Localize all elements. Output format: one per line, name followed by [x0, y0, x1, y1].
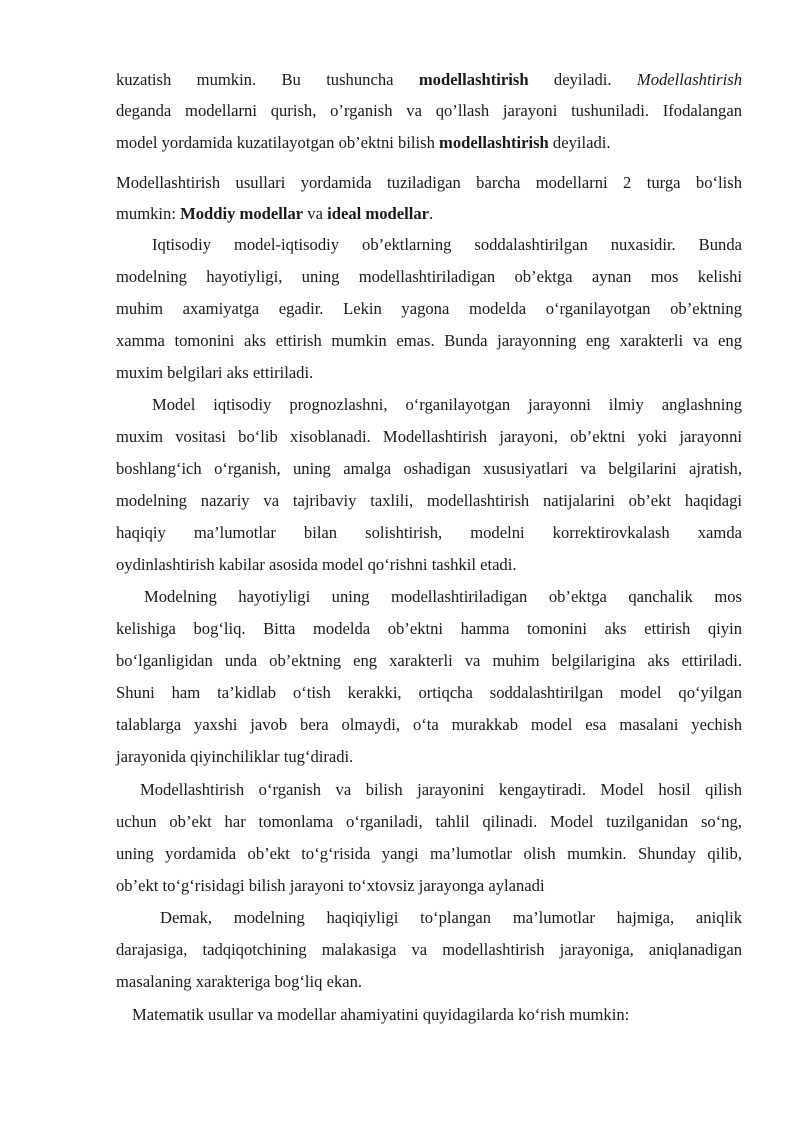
text-run: talablarga yaxshi javob bera olmaydi, o‘ta murakkab model esa masalani yechish — [116, 715, 742, 734]
text-line — [116, 619, 742, 639]
text-run: . — [428, 204, 434, 223]
text-run: model yordamida kuzatilayotgan ob’ektni bilish — [116, 133, 440, 152]
text-run: bo‘lganligidan unda ob’ektning eng xarakterli va muhim belgilarigina aks ettiriladi. — [116, 651, 742, 670]
text-run: muxim vositasi bo‘lib xisoblanadi. Modellashtirish jarayoni, ob’ektni yoki jarayonni — [116, 427, 742, 446]
text-run: boshlang‘ich o‘rganish, uning amalga oshadigan xususiyatlari va belgilarini ajratish, — [116, 459, 742, 478]
text-run: Modelning hayotiyligi uning modellashtiriladigan ob’ektga qanchalik mos — [144, 587, 742, 606]
text-line — [116, 331, 742, 351]
text-run: Modellashtirish o‘rganish va bilish jarayonini kengaytiradi. Model hosil qilish — [140, 780, 742, 799]
text-run: Iqtisodiy model-iqtisodiy ob’ektlarning soddalashtirilgan nuxasidir. Bunda — [152, 235, 742, 254]
text-run: deyiladi. — [548, 133, 611, 152]
text-run: ob’ekt to‘g‘risidagi bilish jarayoni to‘xtovsiz jarayonga aylanadi — [116, 876, 545, 895]
text-line — [116, 972, 742, 992]
text-run: kuzatish mumkin. Bu tushuncha — [116, 70, 419, 89]
text-line — [116, 876, 742, 896]
text-line — [116, 70, 742, 90]
text-line — [116, 844, 742, 864]
italic-term: Modellashtirish — [636, 70, 742, 89]
text-line — [140, 780, 742, 800]
text-line — [160, 908, 742, 928]
text-line — [116, 427, 742, 447]
text-run: uchun ob’ekt har tomonlama o‘rganiladi, tahlil qilinadi. Model tuzilganidan so‘ng, — [116, 812, 742, 831]
text-run: modelning nazariy va tajribaviy taxlili, modellashtirish natijalarini ob’ekt haqidagi — [116, 491, 742, 510]
text-run: kelishiga bog‘liq. Bitta modelda ob’ektni hamma tomonini aks ettirish qiyin — [116, 619, 742, 638]
text-run: haqiqiy ma’lumotlar bilan solishtirish, modelni korrektirovkalash xamda — [116, 523, 742, 542]
text-run: darajasiga, tadqiqotchining malakasiga va modellashtirish jarayoniga, aniqlanadigan — [116, 940, 742, 959]
text-line — [116, 491, 742, 511]
text-line — [116, 363, 742, 383]
text-run: va — [303, 204, 328, 223]
text-run: muhim axamiyatga egadir. Lekin yagona modelda o‘rganilayotgan ob’ektning — [116, 299, 742, 318]
text-line — [116, 555, 742, 575]
bold-term: modellashtirish — [418, 70, 529, 89]
text-run: mumkin: — [116, 204, 181, 223]
text-run: jarayonida qiyinchiliklar tug‘diradi. — [116, 747, 354, 766]
text-line — [116, 459, 742, 479]
text-run: Modellashtirish usullari yordamida tuziladigan barcha modellarni 2 turga bo‘lish — [116, 173, 742, 192]
bold-term: ideal modellar — [327, 204, 429, 223]
text-run: Demak, modelning haqiqiyligi to‘plangan ma’lumotlar hajmiga, aniqlik — [160, 908, 742, 927]
text-line — [116, 101, 742, 121]
text-run: Shuni ham ta’kidlab o‘tish kerakki, ortiqcha soddalashtirilgan model qo‘yilgan — [116, 683, 742, 702]
text-run: muxim belgilari aks ettiriladi. — [116, 363, 314, 382]
text-line — [152, 235, 742, 255]
bold-term: modellashtirish — [439, 133, 549, 152]
text-run: modelning hayotiyligi, uning modellashtiriladigan ob’ektga aynan mos kelishi — [116, 267, 742, 286]
text-run: oydinlashtirish kabilar asosida model qo‘rishni tashkil etadi. — [116, 555, 517, 574]
text-line — [116, 267, 742, 287]
text-line — [116, 523, 742, 543]
text-run: xamma tomonini aks ettirish mumkin emas. Bunda jarayonning eng xarakterli va eng — [116, 331, 742, 350]
text-line — [116, 747, 742, 767]
text-line — [144, 587, 742, 607]
text-run: Matematik usullar va modellar ahamiyatini quyidagilarda ko‘rish mumkin: — [132, 1005, 630, 1024]
text-run: deyiladi. — [528, 70, 637, 89]
text-run: masalaning xarakteriga bog‘liq ekan. — [116, 972, 363, 991]
text-line — [116, 940, 742, 960]
bold-term: Moddiy modellar — [180, 204, 304, 223]
text-line — [152, 395, 742, 415]
text-line — [116, 715, 742, 735]
text-line — [116, 812, 742, 832]
text-line — [116, 651, 742, 671]
text-line — [116, 683, 742, 703]
text-line — [116, 299, 742, 319]
text-run: uning yordamida ob’ekt to‘g‘risida yangi ma’lumotlar olish mumkin. Shunday qilib, — [116, 844, 742, 863]
text-run: Model iqtisodiy prognozlashni, o‘rganilayotgan jarayonni ilmiy anglashning — [152, 395, 742, 414]
text-line — [116, 204, 742, 224]
text-run: deganda modellarni qurish, o’rganish va qo’llash jarayoni tushuniladi. Ifodalangan — [116, 101, 742, 120]
text-line — [116, 133, 742, 153]
text-line — [116, 173, 742, 193]
text-line — [132, 1005, 742, 1025]
